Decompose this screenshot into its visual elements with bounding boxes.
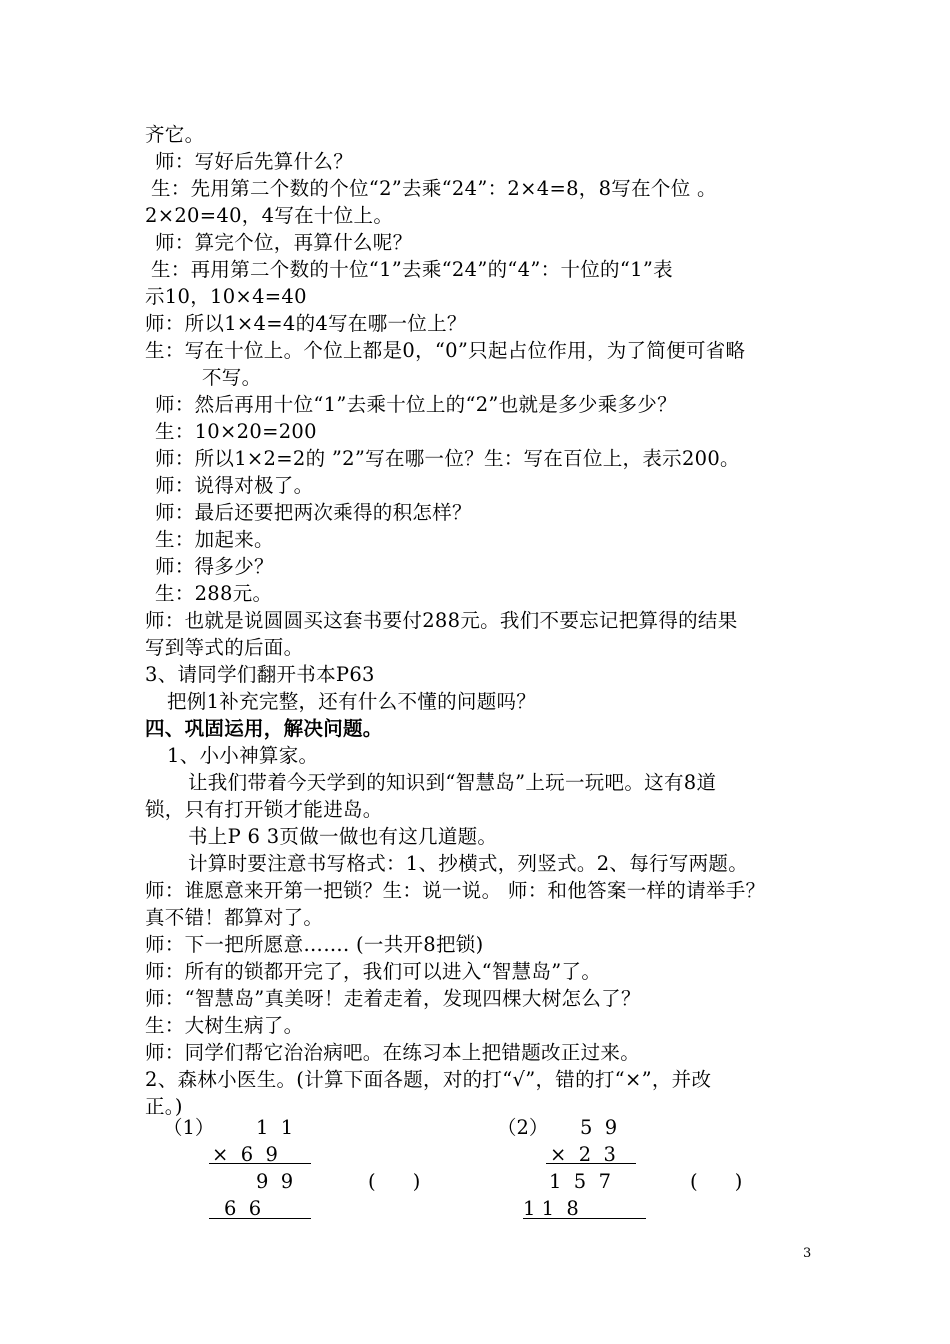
text-line: 师：写好后先算什么？ bbox=[155, 150, 354, 173]
text-line: 师：“智慧岛”真美呀！走着走着，发现四棵大树怎么了？ bbox=[145, 987, 641, 1010]
text-line: 生：先用第二个数的个位“2”去乘“24”：2×4=8，8写在个位 。 bbox=[151, 177, 717, 200]
text-line: 计算时要注意书写格式：1、抄横式，列竖式。2、每行写两题。 bbox=[188, 852, 749, 875]
result-line bbox=[209, 1218, 311, 1219]
multiplier: × 6 9 bbox=[212, 1143, 278, 1166]
multiplicand: 1 1 bbox=[256, 1116, 294, 1139]
problem-label: （2） bbox=[497, 1116, 549, 1139]
text-line: 1、小小神算家。 bbox=[167, 744, 319, 767]
text-line: 师：说得对极了。 bbox=[155, 474, 314, 497]
text-line: 让我们带着今天学到的知识到“智慧岛”上玩一玩吧。这有8道 bbox=[188, 771, 717, 794]
text-line: 师：算完个位，再算什么呢？ bbox=[155, 231, 413, 254]
section-heading: 四、巩固运用，解决问题。 bbox=[145, 717, 383, 740]
answer-box: ( ) bbox=[690, 1170, 743, 1193]
text-line: 师：最后还要把两次乘得的积怎样？ bbox=[155, 501, 472, 524]
problem-label: （1） bbox=[163, 1116, 215, 1139]
text-line: 3、请同学们翻开书本P63 bbox=[145, 663, 375, 686]
text-line: 师：同学们帮它治治病吧。在练习本上把错题改正过来。 bbox=[145, 1041, 641, 1064]
multiplicand: 5 9 bbox=[580, 1116, 618, 1139]
text-line: 生：写在十位上。个位上都是0，“0”只起占位作用，为了简便可省略 bbox=[145, 339, 746, 362]
answer-box: ( ) bbox=[368, 1170, 421, 1193]
text-line: 齐它。 bbox=[145, 123, 205, 146]
text-line: 师：所以1×4=4的4写在哪一位上？ bbox=[145, 312, 467, 335]
partial-product-2: 6 6 bbox=[224, 1197, 262, 1220]
text-line: 真不错！都算对了。 bbox=[145, 906, 324, 929]
text-line: 把例1补充完整，还有什么不懂的问题吗？ bbox=[167, 690, 537, 713]
product-line bbox=[546, 1163, 636, 1164]
text-line: 书上P 6 3页做一做也有这几道题。 bbox=[188, 825, 498, 848]
text-line: 不写。 bbox=[202, 366, 262, 389]
page-number: 3 bbox=[803, 1246, 812, 1261]
product-line bbox=[209, 1163, 311, 1164]
partial-product-2: 1 1 8 bbox=[523, 1197, 579, 1220]
partial-product-1: 1 5 7 bbox=[549, 1170, 612, 1193]
text-line: 生：加起来。 bbox=[155, 528, 274, 551]
text-line: 锁，只有打开锁才能进岛。 bbox=[145, 798, 383, 821]
partial-product-1: 9 9 bbox=[256, 1170, 294, 1193]
text-line: 生：大树生病了。 bbox=[145, 1014, 304, 1037]
text-line: 生：288元。 bbox=[155, 582, 273, 605]
text-line: 写到等式的后面。 bbox=[145, 636, 304, 659]
text-line: 示10，10×4=40 bbox=[145, 285, 307, 308]
text-line: 师：谁愿意来开第一把锁？生：说一说。 师：和他答案一样的请举手？ bbox=[145, 879, 766, 902]
multiplier: × 2 3 bbox=[550, 1143, 616, 1166]
text-line: 师：得多少？ bbox=[155, 555, 274, 578]
text-line: 生：10×20=200 bbox=[155, 420, 317, 443]
text-line: 2、森林小医生。(计算下面各题，对的打“√”，错的打“×”，并改 bbox=[145, 1068, 712, 1091]
text-line: 师：所有的锁都开完了，我们可以进入“智慧岛”了。 bbox=[145, 960, 602, 983]
text-line: 2×20=40，4写在十位上。 bbox=[145, 204, 394, 227]
text-line: 师：也就是说圆圆买这套书要付288元。我们不要忘记把算得的结果 bbox=[145, 609, 738, 632]
text-line: 师：所以1×2=2的 ”2”写在哪一位？生：写在百位上，表示200。 bbox=[155, 447, 740, 470]
text-line: 师：下一把所愿意……. (一共开8把锁) bbox=[145, 933, 484, 956]
result-line bbox=[523, 1218, 646, 1219]
text-line: 师：然后再用十位“1”去乘十位上的“2”也就是多少乘多少？ bbox=[155, 393, 677, 416]
text-line: 正。) bbox=[145, 1095, 183, 1118]
text-line: 生：再用第二个数的十位“1”去乘“24”的“4”：十位的“1”表 bbox=[151, 258, 673, 281]
